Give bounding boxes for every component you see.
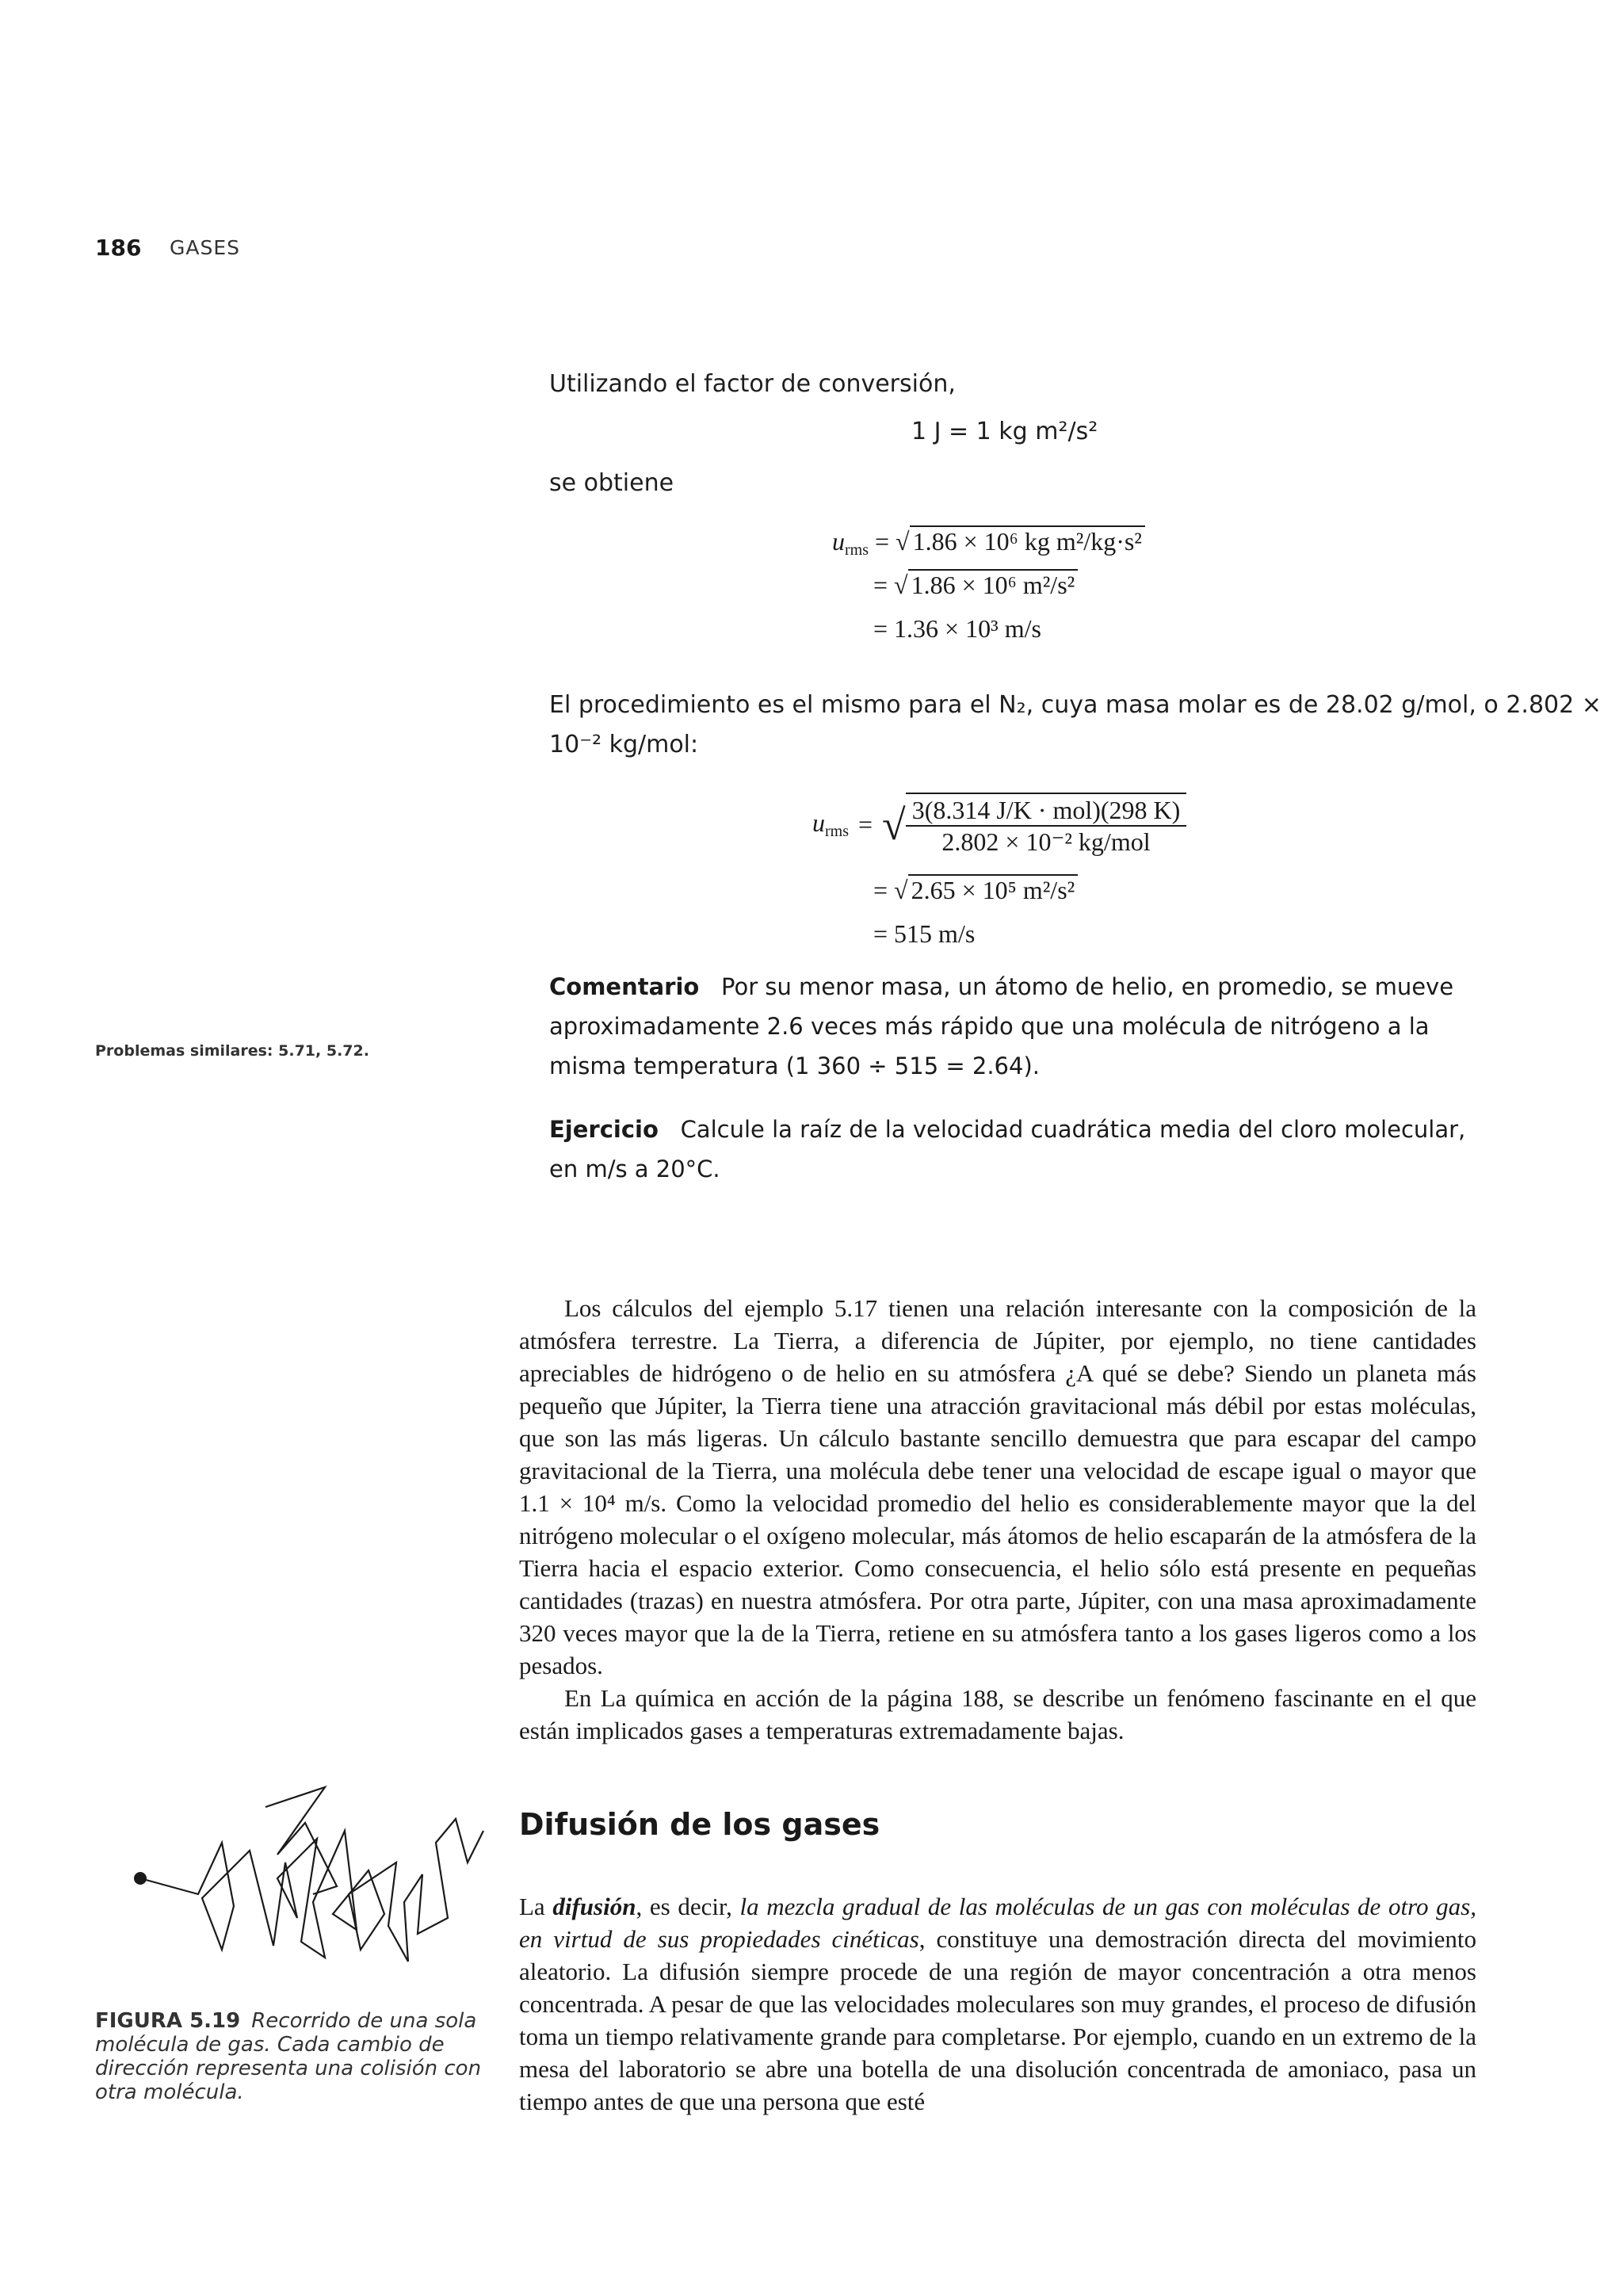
calc1-radicand-1: 1.86 × 10⁶ kg m²/kg·s² (910, 525, 1145, 556)
calc2-intro-b: 10⁻² kg/mol: (549, 731, 699, 758)
calc1-result: = 1.36 × 10³ m/s (873, 614, 1041, 643)
similar-problems-note: Problemas similares: 5.71, 5.72. (95, 1042, 369, 1060)
calc1-obtain: se obtiene (549, 469, 674, 497)
body-paragraph-1: Los cálculos del ejemplo 5.17 tienen una relación interesante con la composición de la atmósfera terrestre. La Tierra, a diferencia de Júpiter, por ejemplo, no tiene cantidades apreciables de hidrógeno o de helio en su atmósfera ¿A qué se debe? Siendo un planeta más pequeño que Júpiter, la Tierra tiene una atracción gravitacional más débil por estas moléculas, que son las más ligeras. Un cálculo bastante sencillo demuestra que para escapar del campo gravitacional de la Tierra, una molécula debe tener una velocidad de escape igual o mayor que 1.1 × 10⁴ m/s. Como la velocidad promedio del helio es considerablemente mayor que la del nitrógeno molecular o el oxígeno molecular, más átomos de helio escaparán de la atmósfera de la Tierra hacia el espacio exterior. Como consecuencia, el helio sólo está presente en pequeñas cantidades (trazas) en nuestra atmósfera. Por otra parte, Júpiter, con una masa aproximadamente 320 veces mayor que la de la Tierra, retiene en su atmósfera tanto a los gases ligeros como a los pesados. (519, 1294, 1476, 1679)
running-title: GASES (170, 236, 241, 259)
calc1-intro: Utilizando el factor de conversión, (549, 370, 956, 398)
figure-caption (95, 2009, 507, 2104)
exercise-text: Calcule la raíz de la velocidad cuadrática media del cloro molecular, en m/s a 20°C. (549, 1116, 1466, 1182)
exercise-block (549, 1110, 1476, 1189)
term-difusion: difusión (552, 1893, 636, 1920)
calc1-equation-line2: = √ 1.86 × 10⁶ m²/s² (873, 571, 1078, 600)
section-heading: Difusión de los gases (519, 1807, 880, 1842)
comment-block (549, 967, 1476, 1086)
exercise-label: Ejercicio (549, 1116, 659, 1143)
comment-text: Por su menor masa, un átomo de helio, en promedio, se mueve aproximadamente 2.6 veces más rápido que una molécula de nitrógeno a la misma temperatura (1 360 ÷ 515 = 2.64). (549, 973, 1454, 1079)
calc1-radicand-2: 1.86 × 10⁶ m²/s² (908, 569, 1079, 599)
section-paragraph (519, 1890, 1476, 2118)
figure-caption-text: Recorrido de una sola molécula de gas. Cada cambio de dirección representa una colisión con otra molécula. (95, 2009, 482, 2104)
body-paragraph-2: En La química en acción de la página 188, se describe un fenómeno fascinante en el que están implicados gases a temperaturas extremadamente bajas. (519, 1684, 1476, 1744)
random-walk-path (140, 1819, 483, 1962)
comment-label: Comentario (549, 973, 700, 1000)
calc2-equation-line2: = √ 2.65 × 10⁵ m²/s² (873, 876, 1078, 905)
calc2-radicand: 2.65 × 10⁵ m²/s² (908, 874, 1079, 904)
section-text-rest: , constituye una demostración directa del movimiento aleatorio. La difusión siempre procede de una región de mayor concentración a otra menos concentrada. A pesar de que las velocidades moleculares son muy grandes, el proceso de difusión toma un tiempo relativamente grande para completarse. Por ejemplo, cuando en un extremo de la mesa del laboratorio se abre una botella de una disolución concentrada de amoniaco, pasa un tiempo antes de que una persona que esté (519, 1925, 1476, 2115)
calc1-equation-line1: $u_{rms}$ = √ 1.86 × 10⁶ kg m²/kg·s² (832, 527, 1145, 560)
calc2-result: = 515 m/s (873, 919, 976, 948)
calc2-denominator: 2.802 × 10⁻² kg/mol (941, 827, 1151, 856)
section-text-mid: , es decir, (636, 1893, 740, 1920)
random-walk-path-branch (265, 1787, 337, 1894)
difusion-definition: la mezcla gradual de las moléculas de un gas con moléculas de otro gas, en virtud de sus propiedades cinéticas (519, 1893, 1476, 1953)
calc2-intro-a: El procedimiento es el mismo para el N₂, cuya masa molar es de 28.02 g/mol, o 2.802 × (549, 691, 1602, 719)
page-number: 186 (95, 235, 142, 261)
main-body (519, 1292, 1476, 1747)
calc2-fraction-equation: $u_{rms}$ = √ 3(8.314 J/K · mol)(298 K) 2.802 × 10⁻² kg/mol (812, 793, 1186, 857)
section-text-start: La (519, 1893, 553, 1920)
figure-label: FIGURA 5.19 (95, 2009, 241, 2033)
calc2-numerator: 3(8.314 J/K · mol)(298 K) (906, 796, 1187, 827)
conversion-factor: 1 J = 1 kg m²/s² (911, 418, 1098, 445)
molecule-random-walk-figure (123, 1775, 487, 1973)
